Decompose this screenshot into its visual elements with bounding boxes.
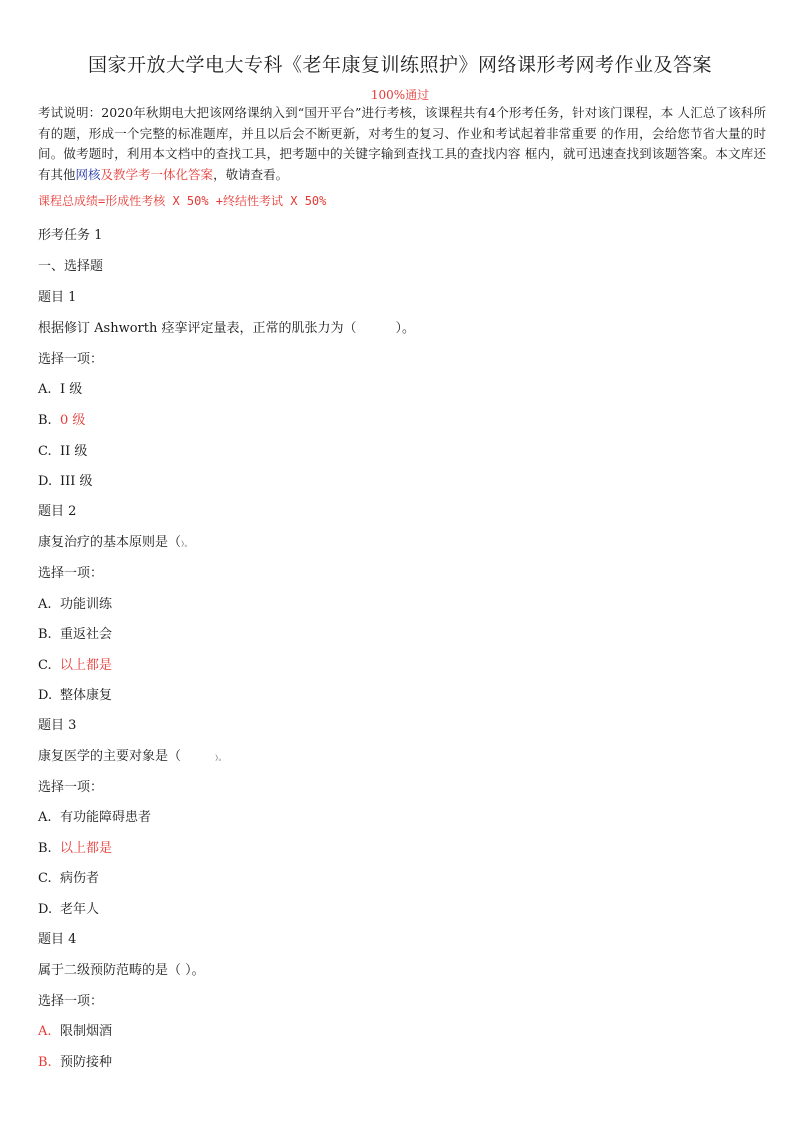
option-letter: C.: [38, 444, 52, 459]
option-text: 限制烟酒: [60, 1024, 113, 1039]
intro-and: 及: [100, 166, 114, 182]
option-text: 0 级: [60, 413, 86, 428]
option-text: III 级: [60, 474, 93, 489]
question-1-label: 题目 1: [38, 290, 77, 305]
question-1-option-c[interactable]: [38, 440, 87, 459]
option-letter: B.: [38, 1055, 52, 1070]
option-text: 有功能障碍患者: [60, 810, 152, 825]
intro-link-wangke[interactable]: 网核: [75, 166, 101, 182]
grade-formula: 课程总成绩=形成性考核 X 50% +终结性考试 X 50%: [38, 194, 327, 208]
stem-text: 康复治疗的基本原则是（: [38, 535, 182, 550]
question-3-option-b-answer[interactable]: [38, 837, 112, 856]
option-letter: A.: [38, 597, 52, 612]
option-letter: C.: [38, 871, 52, 886]
stem-tail: ）。: [181, 540, 192, 548]
question-1-select-one: 选择一项：: [38, 352, 104, 367]
intro-text: 考试说明：2020年秋期电大把该网络课纳入到“国开平台”进行考核，该课程共有4个形考任务，针对该门课程，本 人汇总了该科所有的题，形成一个完整的标准题库，并且以后会不断更新，对考生的复习、作业和考试起着非常重要 的作用，会给您节省大量的时间。做考题时，利用本文档中的查找工具，把考题中的关键字输到查找工具的查找内容 框内，就可迅速查找到该题答案。本文库还有其他: [38, 105, 766, 182]
question-2-label: 题目 2: [38, 504, 77, 519]
question-2-stem: [38, 531, 192, 550]
question-2-option-c-answer[interactable]: [38, 654, 112, 673]
option-letter: A.: [38, 810, 52, 825]
option-text: II 级: [60, 444, 88, 459]
option-text: 重返社会: [60, 627, 113, 642]
question-1-option-b-answer[interactable]: [38, 409, 85, 428]
stem-tail: ）。: [215, 754, 226, 762]
question-3-stem: [38, 745, 226, 764]
option-text: 功能训练: [60, 597, 113, 612]
question-4-option-a-answer[interactable]: [38, 1020, 112, 1039]
question-3-select-one: 选择一项：: [38, 780, 104, 795]
question-3-option-d[interactable]: [38, 898, 99, 917]
task-title: 形考任务 1: [38, 228, 103, 243]
option-text: 老年人: [60, 902, 100, 917]
option-letter: D.: [38, 688, 53, 703]
option-letter: B.: [38, 413, 52, 428]
option-text: 整体康复: [60, 688, 113, 703]
option-letter: C.: [38, 658, 52, 673]
question-2-option-d[interactable]: [38, 684, 112, 703]
option-letter: B.: [38, 841, 52, 856]
question-4-option-b-answer[interactable]: [38, 1051, 112, 1070]
option-text: 病伤者: [60, 871, 100, 886]
section-title: 一、选择题: [38, 259, 104, 274]
question-3-option-c[interactable]: [38, 867, 99, 886]
question-4-label: 题目 4: [38, 932, 77, 947]
option-text: I 级: [60, 382, 83, 397]
question-3-label: 题目 3: [38, 718, 77, 733]
question-1-option-a[interactable]: [38, 378, 82, 397]
question-2-option-b[interactable]: [38, 623, 112, 642]
document-title: 国家开放大学电大专科《老年康复训练照护》网络课形考网考作业及答案: [87, 54, 712, 76]
option-letter: A.: [38, 1024, 52, 1039]
option-letter: D.: [38, 474, 53, 489]
option-text: 以上都是: [60, 658, 113, 673]
question-4-select-one: 选择一项：: [38, 994, 104, 1009]
question-3-option-a[interactable]: [38, 806, 151, 825]
exam-description: [38, 103, 766, 185]
pass-badge: 100%通过: [370, 88, 430, 102]
question-1-stem: 根据修订 Ashworth 痉挛评定量表，正常的肌张力为（ ）。: [38, 321, 415, 336]
intro-end: ，敬请查看。: [213, 166, 289, 182]
option-letter: D.: [38, 902, 53, 917]
option-text: 预防接种: [60, 1055, 113, 1070]
question-2-select-one: 选择一项：: [38, 566, 104, 581]
intro-link-answers[interactable]: 教学考一体化答案: [113, 166, 214, 182]
option-letter: A.: [38, 382, 52, 397]
stem-text: 康复医学的主要对象是（: [38, 749, 182, 764]
option-text: 以上都是: [60, 841, 113, 856]
question-1-option-d[interactable]: [38, 470, 93, 489]
question-2-option-a[interactable]: [38, 593, 112, 612]
option-letter: B.: [38, 627, 52, 642]
question-4-stem: 属于二级预防范畴的是（ ）。: [38, 963, 205, 978]
